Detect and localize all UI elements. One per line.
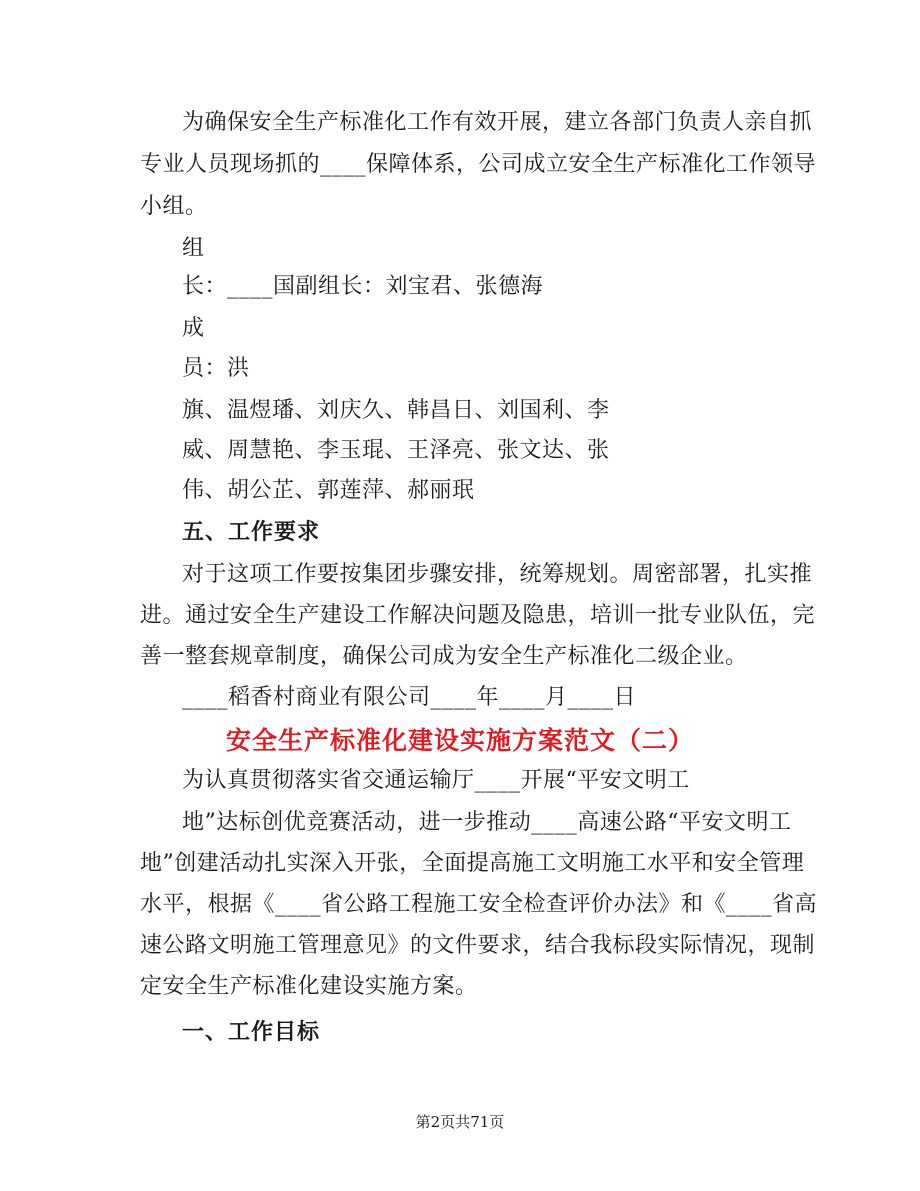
doc2-line-2: 地”达标创优竞赛活动，进一步推动____高速公路“平安文明工 [182,810,792,835]
group-member-prefix: 成 [182,316,205,341]
paragraph-org-line-3: 小组。 [140,194,208,219]
doc2-line-4: 水平，根据《____省公路工程施工安全检查评价办法》和《____省高 [140,892,818,917]
doc2-line-1: 为认真贯彻落实省交通运输厅____开展“平安文明工 [182,768,690,793]
doc2-line-6: 定安全生产标准化建设实施方案。 [140,974,478,999]
paragraph-org-line-1: 为确保安全生产标准化工作有效开展，建立各部门负责人亲自抓 [182,110,813,135]
group-member-line-1: 员：洪 [182,356,250,381]
group-member-line-3: 威、周慧艳、李玉琨、王泽亮、张文达、张 [182,438,610,463]
section5-line-1: 对于这项工作要按集团步骤安排，统筹规划。周密部署，扎实推 [182,562,813,587]
group-leader-prefix: 组 [182,236,205,261]
section5-heading: 五、工作要求 [182,520,321,545]
paragraph-org-line-2: 专业人员现场抓的____保障体系，公司成立安全生产标准化工作领导 [140,152,817,177]
group-member-line-2: 旗、温煜璠、刘庆久、韩昌日、刘国利、李 [182,398,610,423]
section5-line-3: 善一整套规章制度，确保公司成为安全生产标准化二级企业。 [140,644,748,669]
section5-line-2: 进。通过安全生产建设工作解决问题及隐患，培训一批专业队伍，完 [140,603,816,628]
doc2-title: 安全生产标准化建设实施方案范文（二） [225,726,694,755]
page-number: 第2页共71页 [415,1113,505,1131]
doc2-line-5: 速公路文明施工管理意见》的文件要求，结合我标段实际情况，现制 [140,933,816,958]
group-leader-line: 长：____国副组长：刘宝君、张德海 [182,274,544,299]
doc2-heading-1: 一、工作目标 [182,1020,321,1045]
group-member-line-4: 伟、胡公芷、郭莲萍、郝丽珉 [182,478,475,503]
doc2-line-3: 地”创建活动扎实深入开张，全面提高施工文明施工水平和安全管理 [140,851,805,876]
section5-signature: ____稻香村商业有限公司____年____月____日 [182,685,637,710]
